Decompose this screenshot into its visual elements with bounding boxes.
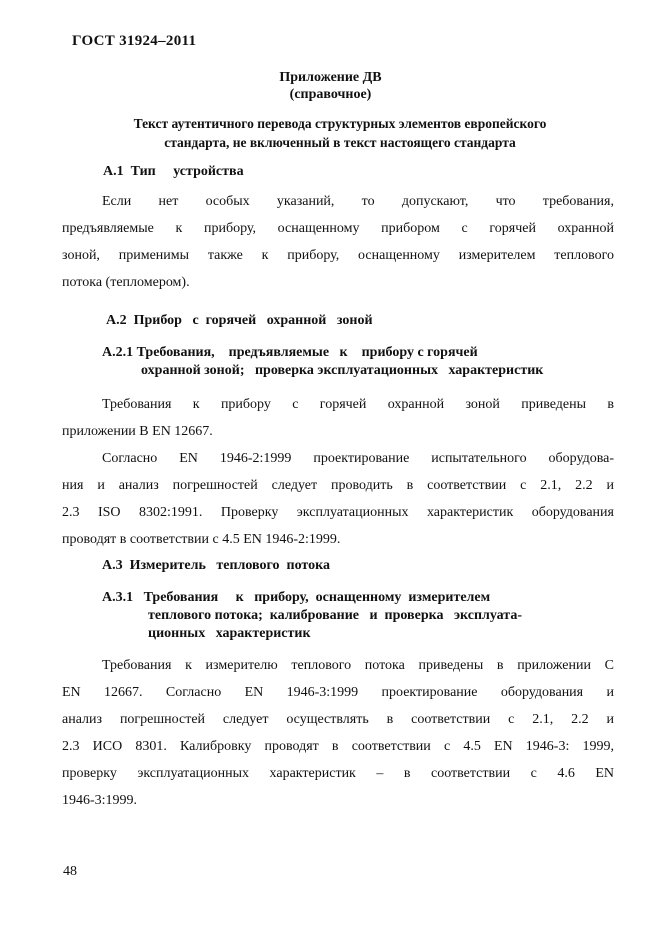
paragraph-a21-b <box>62 445 614 553</box>
document-code: ГОСТ 31924–2011 <box>72 33 197 49</box>
paragraph-line: Согласно EN 1946-2:1999 проектирование испытательного оборудова- <box>102 451 614 466</box>
paragraph-line: проводят в соответствии с 4.5 EN 1946-2:1999. <box>62 532 341 547</box>
paragraph-line: ния и анализ погрешностей следует проводить в соответствии с 2.1, 2.2 и <box>62 478 614 493</box>
paragraph-line: 2.3 ИСО 8301. Калибровку проводят в соответствии с 4.5 EN 1946-3: 1999, <box>62 739 614 754</box>
section-heading-a21-cont: охранной зоной; проверка эксплуатационных характеристик <box>141 363 544 378</box>
paragraph-line: Требования к прибору с горячей охранной зоной приведены в <box>102 397 614 412</box>
annex-title: Приложение ДВ <box>279 70 382 85</box>
paragraph-line: потока (тепломером). <box>62 275 190 290</box>
paragraph-line: зоной, применимы также к прибору, оснащенному измерителем теплового <box>62 248 614 263</box>
paragraph-line: Требования к измерителю теплового потока приведены в приложении С <box>102 658 614 673</box>
paragraph-a21 <box>62 391 614 445</box>
paragraph-a31 <box>62 652 614 814</box>
paragraph-line: проверку эксплуатационных характеристик – в соответствии с 4.6 EN <box>62 766 614 781</box>
section-heading-a31: А.3.1 Требования к прибору, оснащенному измерителем <box>102 590 491 605</box>
annex-subtitle: (справочное) <box>289 87 372 102</box>
paragraph-line: Если нет особых указаний, то допускают, что требования, <box>102 194 614 209</box>
section-heading-a21: А.2.1 Требования, предъявляемые к прибору с горячей <box>102 345 478 360</box>
annex-intro-line: Текст аутентичного перевода структурных элементов европейского <box>133 116 547 131</box>
paragraph-line: анализ погрешностей следует осуществлять в соответствии с 2.1, 2.2 и <box>62 712 614 727</box>
section-heading-a31-cont: ционных характеристик <box>148 626 311 641</box>
paragraph-line: 2.3 ISO 8302:1991. Проверку эксплуатационных характеристик оборудования <box>62 505 614 520</box>
section-heading-a31-cont: теплового потока; калибрование и проверка эксплуата- <box>148 608 523 623</box>
paragraph-line: приложении В EN 12667. <box>62 424 213 439</box>
section-heading-a1: А.1 Тип устройства <box>103 164 244 179</box>
paragraph-line: предъявляемые к прибору, оснащенному прибором с горячей охранной <box>62 221 614 236</box>
annex-intro <box>70 114 610 152</box>
annex-intro-line: стандарта, не включенный в текст настоящего стандарта <box>164 135 516 150</box>
paragraph-a1 <box>62 188 614 296</box>
paragraph-line: 1946-3:1999. <box>62 793 138 808</box>
section-heading-a2: А.2 Прибор с горячей охранной зоной <box>106 313 373 328</box>
section-heading-a3: А.3 Измеритель теплового потока <box>102 558 330 573</box>
page-number: 48 <box>63 864 77 879</box>
paragraph-line: EN 12667. Согласно EN 1946-3:1999 проектирование оборудования и <box>62 685 614 700</box>
